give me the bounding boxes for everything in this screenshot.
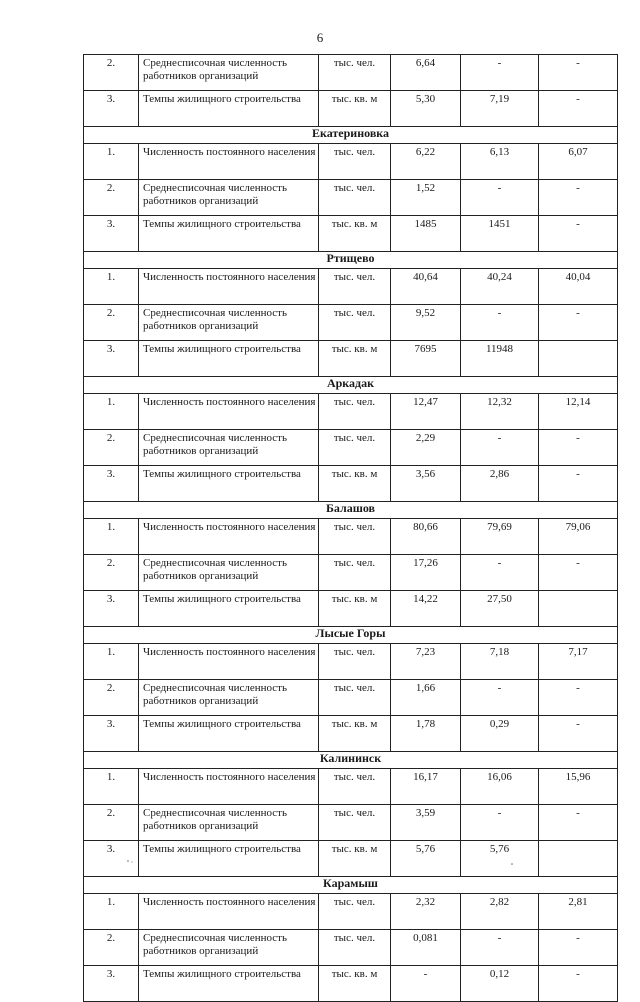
- section-title: Балашов: [84, 502, 618, 519]
- unit-cell: тыс. чел.: [319, 269, 391, 305]
- value-cell: -: [539, 466, 618, 502]
- section-title: Калининск: [84, 752, 618, 769]
- section-title: Лысые Горы: [84, 627, 618, 644]
- table-row: [84, 466, 618, 502]
- value-cell: 6,22: [391, 144, 461, 180]
- row-number: 2.: [84, 180, 139, 216]
- unit-cell: тыс. кв. м: [319, 841, 391, 877]
- table-row: [84, 930, 618, 966]
- indicator-name: Среднесписочная численность работников организаций: [139, 305, 319, 341]
- value-cell: 6,13: [461, 144, 539, 180]
- indicator-name: Темпы жилищного строительства: [139, 216, 319, 252]
- value-cell: 1,52: [391, 180, 461, 216]
- row-number: 2.: [84, 305, 139, 341]
- value-cell: 7,17: [539, 644, 618, 680]
- value-cell: 17,26: [391, 555, 461, 591]
- value-cell: 2,81: [539, 894, 618, 930]
- value-cell: 5,76: [391, 841, 461, 877]
- table-row: [84, 519, 618, 555]
- value-cell: 2,82: [461, 894, 539, 930]
- value-cell: 12,14: [539, 394, 618, 430]
- scan-specks: [0, 858, 640, 868]
- unit-cell: тыс. чел.: [319, 680, 391, 716]
- table-row: [84, 894, 618, 930]
- row-number: 3.: [84, 716, 139, 752]
- indicator-name: Среднесписочная численность работников организаций: [139, 555, 319, 591]
- table-row: [84, 716, 618, 752]
- indicator-name: Темпы жилищного строительства: [139, 91, 319, 127]
- value-cell: 16,06: [461, 769, 539, 805]
- table-row: [84, 680, 618, 716]
- row-number: 3.: [84, 91, 139, 127]
- value-cell: 27,50: [461, 591, 539, 627]
- unit-cell: тыс. чел.: [319, 394, 391, 430]
- value-cell: 11948: [461, 341, 539, 377]
- value-cell: 80,66: [391, 519, 461, 555]
- value-cell: 0,12: [461, 966, 539, 1002]
- value-cell: 1,78: [391, 716, 461, 752]
- unit-cell: тыс. чел.: [319, 430, 391, 466]
- indicator-name: Темпы жилищного строительства: [139, 466, 319, 502]
- value-cell: 7,19: [461, 91, 539, 127]
- value-cell: -: [391, 966, 461, 1002]
- unit-cell: тыс. чел.: [319, 769, 391, 805]
- value-cell: -: [461, 555, 539, 591]
- unit-cell: тыс. чел.: [319, 805, 391, 841]
- table-row: [84, 591, 618, 627]
- value-cell: 2,32: [391, 894, 461, 930]
- indicator-name: Среднесписочная численность работников организаций: [139, 180, 319, 216]
- table-row: [84, 180, 618, 216]
- value-cell: -: [461, 930, 539, 966]
- unit-cell: тыс. чел.: [319, 519, 391, 555]
- row-number: 3.: [84, 591, 139, 627]
- section-header-row: [84, 627, 618, 644]
- unit-cell: тыс. кв. м: [319, 341, 391, 377]
- indicator-name: Темпы жилищного строительства: [139, 841, 319, 877]
- table-row: [84, 269, 618, 305]
- section-header-row: [84, 502, 618, 519]
- table-row: [84, 305, 618, 341]
- table-row: [84, 555, 618, 591]
- indicator-name: Численность постоянного населения: [139, 394, 319, 430]
- value-cell: 40,24: [461, 269, 539, 305]
- value-cell: 0,081: [391, 930, 461, 966]
- table-row: [84, 430, 618, 466]
- value-cell: 9,52: [391, 305, 461, 341]
- value-cell: -: [539, 966, 618, 1002]
- indicator-name: Среднесписочная численность работников организаций: [139, 930, 319, 966]
- value-cell: -: [539, 305, 618, 341]
- value-cell: 1451: [461, 216, 539, 252]
- value-cell: 0,29: [461, 716, 539, 752]
- unit-cell: тыс. кв. м: [319, 216, 391, 252]
- section-header-row: [84, 877, 618, 894]
- table-row: [84, 144, 618, 180]
- value-cell: 6,07: [539, 144, 618, 180]
- value-cell: -: [461, 305, 539, 341]
- indicator-name: Численность постоянного населения: [139, 644, 319, 680]
- value-cell: -: [539, 55, 618, 91]
- value-cell: -: [539, 716, 618, 752]
- value-cell: -: [539, 91, 618, 127]
- value-cell: -: [539, 805, 618, 841]
- row-number: 3.: [84, 966, 139, 1002]
- value-cell: -: [461, 180, 539, 216]
- value-cell: -: [539, 930, 618, 966]
- indicator-name: Численность постоянного населения: [139, 269, 319, 305]
- value-cell: 6,64: [391, 55, 461, 91]
- table-row: [84, 966, 618, 1002]
- value-cell: 7,18: [461, 644, 539, 680]
- indicator-name: Среднесписочная численность работников организаций: [139, 430, 319, 466]
- row-number: 1.: [84, 144, 139, 180]
- unit-cell: тыс. кв. м: [319, 466, 391, 502]
- value-cell: 1,66: [391, 680, 461, 716]
- unit-cell: тыс. чел.: [319, 180, 391, 216]
- section-title: Аркадак: [84, 377, 618, 394]
- table-row: [84, 805, 618, 841]
- table-row: [84, 394, 618, 430]
- row-number: 2.: [84, 430, 139, 466]
- row-number: 1.: [84, 519, 139, 555]
- indicator-name: Темпы жилищного строительства: [139, 591, 319, 627]
- value-cell: -: [461, 430, 539, 466]
- indicator-name: Численность постоянного населения: [139, 519, 319, 555]
- value-cell: 12,47: [391, 394, 461, 430]
- section-title: Ртищево: [84, 252, 618, 269]
- row-number: 1.: [84, 269, 139, 305]
- value-cell: 5,76: [461, 841, 539, 877]
- row-number: 2.: [84, 805, 139, 841]
- indicator-name: Среднесписочная численность работников организаций: [139, 805, 319, 841]
- row-number: 2.: [84, 555, 139, 591]
- value-cell: -: [539, 555, 618, 591]
- value-cell: 14,22: [391, 591, 461, 627]
- value-cell: 40,04: [539, 269, 618, 305]
- indicator-name: Среднесписочная численность работников организаций: [139, 55, 319, 91]
- section-title: Екатериновка: [84, 127, 618, 144]
- indicator-name: Численность постоянного населения: [139, 894, 319, 930]
- section-header-row: [84, 752, 618, 769]
- table-row: [84, 644, 618, 680]
- unit-cell: тыс. чел.: [319, 894, 391, 930]
- section-header-row: [84, 252, 618, 269]
- unit-cell: тыс. кв. м: [319, 91, 391, 127]
- indicator-name: Темпы жилищного строительства: [139, 341, 319, 377]
- indicator-name: Численность постоянного населения: [139, 769, 319, 805]
- indicator-name: Темпы жилищного строительства: [139, 716, 319, 752]
- indicator-name: Численность постоянного населения: [139, 144, 319, 180]
- row-number: 3.: [84, 341, 139, 377]
- value-cell: 40,64: [391, 269, 461, 305]
- section-header-row: [84, 377, 618, 394]
- value-cell: -: [461, 680, 539, 716]
- unit-cell: тыс. чел.: [319, 555, 391, 591]
- unit-cell: тыс. чел.: [319, 144, 391, 180]
- row-number: 1.: [84, 769, 139, 805]
- row-number: 3.: [84, 216, 139, 252]
- row-number: 3.: [84, 466, 139, 502]
- value-cell: [539, 341, 618, 377]
- table-row: [84, 91, 618, 127]
- value-cell: 2,86: [461, 466, 539, 502]
- value-cell: 2,29: [391, 430, 461, 466]
- row-number: 2.: [84, 55, 139, 91]
- indicator-name: Среднесписочная численность работников организаций: [139, 680, 319, 716]
- row-number: 1.: [84, 394, 139, 430]
- unit-cell: тыс. чел.: [319, 930, 391, 966]
- section-header-row: [84, 127, 618, 144]
- unit-cell: тыс. кв. м: [319, 716, 391, 752]
- value-cell: 12,32: [461, 394, 539, 430]
- value-cell: -: [461, 55, 539, 91]
- row-number: 3.: [84, 841, 139, 877]
- table-row: [84, 341, 618, 377]
- value-cell: -: [539, 180, 618, 216]
- value-cell: 5,30: [391, 91, 461, 127]
- row-number: 2.: [84, 930, 139, 966]
- value-cell: [539, 591, 618, 627]
- value-cell: 3,56: [391, 466, 461, 502]
- value-cell: 16,17: [391, 769, 461, 805]
- unit-cell: тыс. чел.: [319, 55, 391, 91]
- section-title: Карамыш: [84, 877, 618, 894]
- value-cell: -: [539, 680, 618, 716]
- row-number: 2.: [84, 680, 139, 716]
- unit-cell: тыс. чел.: [319, 644, 391, 680]
- table-row: [84, 216, 618, 252]
- table-row: [84, 769, 618, 805]
- row-number: 1.: [84, 894, 139, 930]
- value-cell: 3,59: [391, 805, 461, 841]
- indicator-name: Темпы жилищного строительства: [139, 966, 319, 1002]
- value-cell: 7695: [391, 341, 461, 377]
- value-cell: 79,69: [461, 519, 539, 555]
- value-cell: 7,23: [391, 644, 461, 680]
- unit-cell: тыс. чел.: [319, 305, 391, 341]
- row-number: 1.: [84, 644, 139, 680]
- value-cell: 15,96: [539, 769, 618, 805]
- table-row: [84, 55, 618, 91]
- unit-cell: тыс. кв. м: [319, 966, 391, 1002]
- value-cell: -: [539, 216, 618, 252]
- value-cell: -: [539, 430, 618, 466]
- unit-cell: тыс. кв. м: [319, 591, 391, 627]
- value-cell: 1485: [391, 216, 461, 252]
- value-cell: 79,06: [539, 519, 618, 555]
- page-number: 6: [316, 30, 324, 45]
- value-cell: -: [461, 805, 539, 841]
